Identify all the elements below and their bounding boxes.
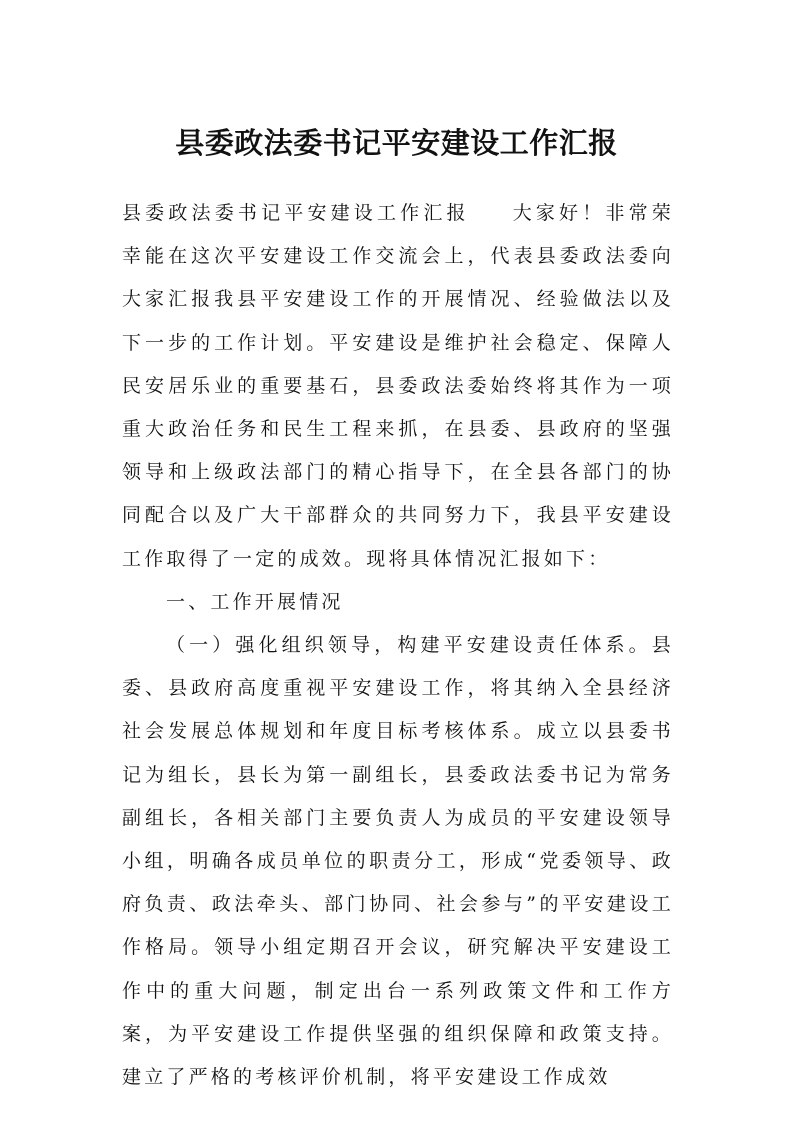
intro-paragraph <box>122 192 674 581</box>
intro-lead: 县委政法委书记平安建设工作汇报 <box>122 202 470 224</box>
intro-text: 大家好！非常荣幸能在这次平安建设工作交流会上，代表县委政法委向大家汇报我县平安建设工作的开展情况、经验做法以及下一步的工作计划。平安建设是维护社会稳定、保障人民安居乐业的重要基石，县委政法委始终将其作为一项重大政治任务和民生工程来抓，在县委、县政府的坚强领导和上级政法部门的精心指导下，在全县各部门的协同配合以及广大干部群众的共同努力下，我县平安建设工作取得了一定的成效。现将具体情况汇报如下： <box>122 202 674 570</box>
document-body <box>122 192 674 1099</box>
section-heading: 一、工作开展情况 <box>166 590 344 613</box>
document-title: 县委政法委书记平安建设工作汇报 <box>175 126 618 160</box>
subsection-paragraph: （一）强化组织领导，构建平安建设责任体系。县委、县政府高度重视平安建设工作，将其纳入全县经济社会发展总体规划和年度目标考核体系。成立以县委书记为组长，县长为第一副组长，县委政法委书记为常务副组长，各相关部门主要负责人为成员的平安建设领导小组，明确各成员单位的职责分工，形成“党委领导、政府负责、政法牵头、部门协同、社会参与”的平安建设工作格局。领导小组定期召开会议，研究解决平安建设工作中的重大问题，制定出台一系列政策文件和工作方案，为平安建设工作提供坚强的组织保障和政策支持。建立了严格的考核评价机制，将平安建设工作成效 <box>122 634 674 1089</box>
